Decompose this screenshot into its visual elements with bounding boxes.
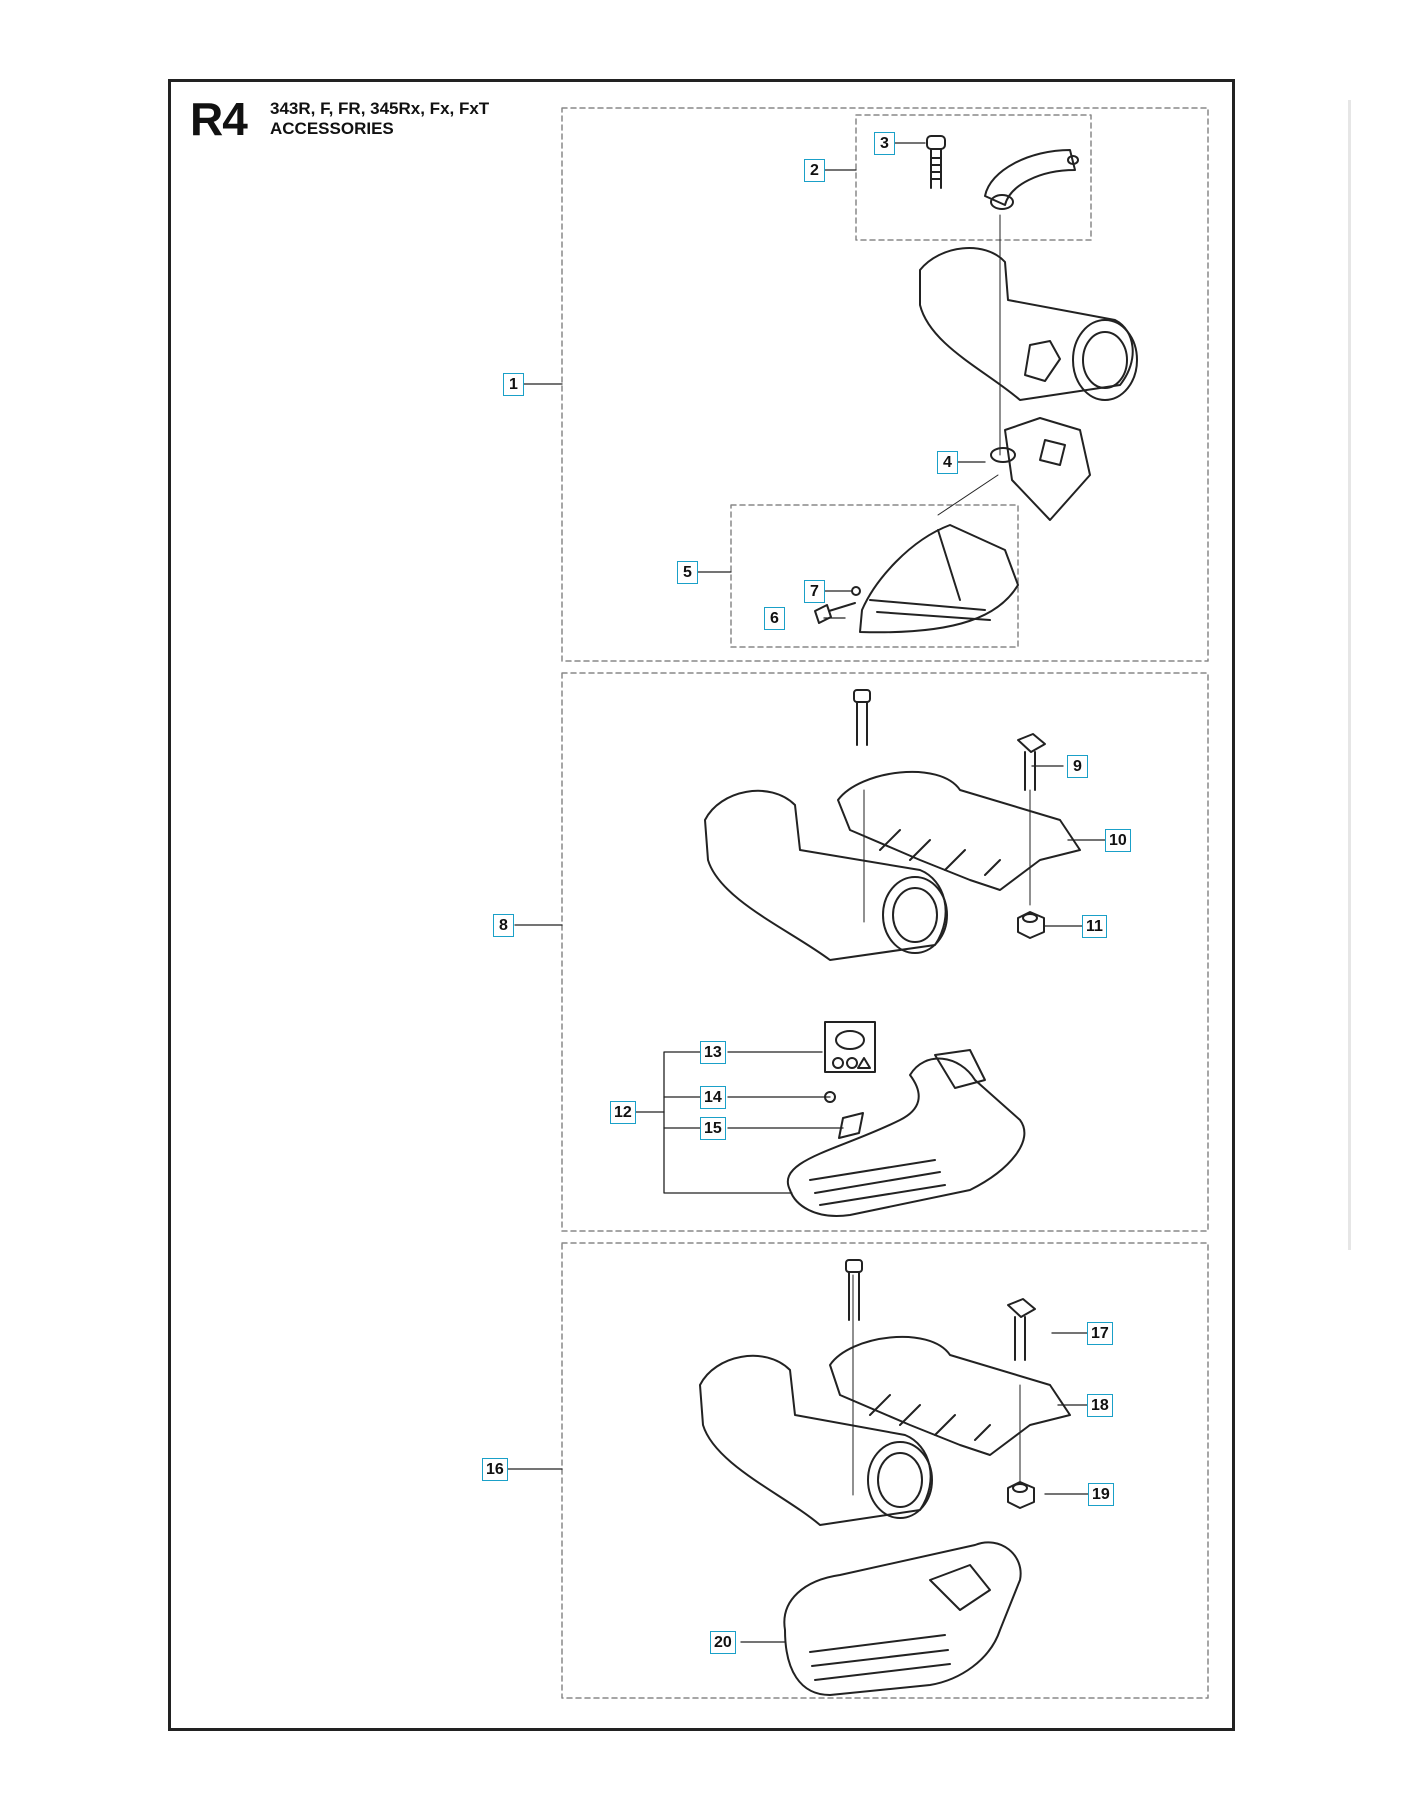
gear-head-housing-8	[705, 791, 947, 960]
callout-10: 10	[1105, 829, 1131, 852]
callout-9: 9	[1067, 755, 1088, 778]
bolt-upper-8	[854, 690, 870, 745]
shield-5	[860, 525, 1018, 632]
axis-lines	[853, 215, 1030, 1495]
callout-20: 20	[710, 1631, 736, 1654]
guard-12	[788, 1050, 1025, 1216]
callout-14: 14	[700, 1086, 726, 1109]
callout-7: 7	[804, 580, 825, 603]
gear-head-housing-1	[920, 248, 1137, 400]
callout-4: 4	[937, 451, 958, 474]
label-13	[825, 1022, 875, 1072]
page-code: R4	[190, 93, 247, 145]
knob-17	[1008, 1299, 1035, 1360]
callout-5: 5	[677, 561, 698, 584]
callout-2: 2	[804, 159, 825, 182]
callout-19: 19	[1088, 1483, 1114, 1506]
knob-9	[1018, 734, 1045, 790]
section-title: ACCESSORIES	[270, 119, 394, 138]
callout-11: 11	[1082, 915, 1107, 938]
guard-plate-10	[838, 772, 1080, 890]
nut-11	[1018, 912, 1044, 938]
gear-head-housing-16	[700, 1356, 932, 1525]
nut-19	[1008, 1482, 1034, 1508]
guard-20	[784, 1542, 1020, 1695]
callout-18: 18	[1087, 1394, 1113, 1417]
callout-1: 1	[503, 373, 524, 396]
bolt-3	[927, 136, 945, 188]
bolt-upper-16	[846, 1260, 862, 1320]
callout-15: 15	[700, 1117, 726, 1140]
callout-16: 16	[482, 1458, 508, 1481]
callout-12: 12	[610, 1101, 636, 1124]
clamp-2	[985, 150, 1078, 209]
callout-3: 3	[874, 132, 895, 155]
model-list: 343R, F, FR, 345Rx, Fx, FxT	[270, 99, 490, 118]
group-box-16	[562, 1243, 1208, 1698]
screw-14-plate-15	[825, 1092, 863, 1138]
callout-17: 17	[1087, 1322, 1113, 1345]
callout-6: 6	[764, 607, 785, 630]
guard-plate-18	[830, 1337, 1070, 1455]
callout-13: 13	[700, 1041, 726, 1064]
callout-8: 8	[493, 914, 514, 937]
group-box-1	[562, 108, 1208, 661]
